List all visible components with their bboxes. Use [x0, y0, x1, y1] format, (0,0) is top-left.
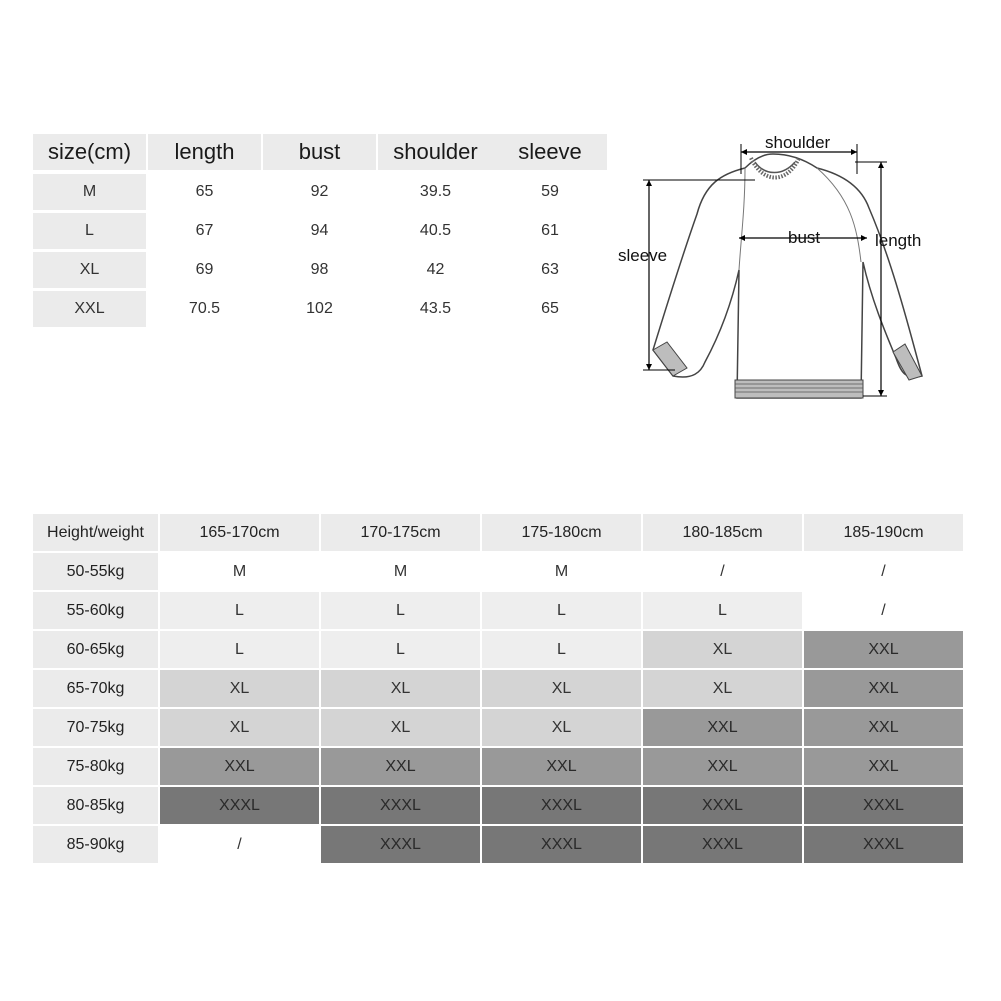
grid-size-cell: / — [804, 592, 963, 629]
grid-weight-label: 60-65kg — [33, 631, 158, 668]
size-table-header-length: length — [148, 134, 261, 170]
grid-size-cell: XXXL — [482, 826, 641, 863]
size-table-header-size: size(cm) — [33, 134, 146, 170]
sweatshirt-illustration — [605, 128, 935, 408]
grid-size-cell: XXL — [321, 748, 480, 785]
grid-height-header: 165-170cm — [160, 514, 319, 551]
size-value: 70.5 — [188, 300, 221, 317]
grid-size-cell: L — [160, 631, 319, 668]
length-label: length — [875, 231, 922, 250]
grid-size-cell: L — [160, 592, 319, 629]
size-value: 69 — [195, 261, 214, 278]
grid-size-cell: XL — [643, 670, 802, 707]
size-value: 102 — [306, 300, 333, 317]
grid-size-cell: XXL — [804, 631, 963, 668]
grid-corner-header: Height/weight — [33, 514, 158, 551]
size-value: 94 — [310, 222, 329, 239]
size-label: XXL — [33, 291, 146, 327]
grid-height-header: 180-185cm — [643, 514, 802, 551]
size-table-header-bust: bust — [263, 134, 376, 170]
grid-size-cell: XL — [160, 670, 319, 707]
size-label: M — [33, 174, 146, 210]
size-value: 98 — [310, 261, 329, 278]
grid-size-cell: XXXL — [160, 787, 319, 824]
sleeve-label: sleeve — [618, 246, 668, 265]
grid-weight-label: 80-85kg — [33, 787, 158, 824]
grid-size-cell: XXL — [804, 670, 963, 707]
grid-size-cell: L — [321, 592, 480, 629]
grid-weight-label: 75-80kg — [33, 748, 158, 785]
grid-size-cell: XL — [643, 631, 802, 668]
grid-size-cell: XL — [482, 709, 641, 746]
grid-size-cell: L — [643, 592, 802, 629]
size-value: 65 — [195, 183, 214, 200]
size-value: 59 — [541, 183, 559, 200]
size-value: 61 — [541, 222, 559, 239]
shoulder-label: shoulder — [765, 133, 831, 152]
size-label: L — [33, 213, 146, 249]
grid-size-cell: / — [160, 826, 319, 863]
size-table-header-sleeve: sleeve — [493, 134, 607, 170]
size-value: 43.5 — [419, 300, 452, 317]
grid-weight-label: 55-60kg — [33, 592, 158, 629]
bust-label: bust — [788, 228, 821, 247]
grid-size-cell: XXXL — [804, 826, 963, 863]
size-value: 67 — [195, 222, 214, 239]
grid-size-cell: XL — [321, 709, 480, 746]
grid-size-cell: / — [804, 553, 963, 590]
grid-size-cell: XXXL — [804, 787, 963, 824]
grid-size-cell: XL — [482, 670, 641, 707]
grid-size-cell: L — [482, 592, 641, 629]
grid-weight-label: 85-90kg — [33, 826, 158, 863]
grid-size-cell: / — [643, 553, 802, 590]
size-value: 42 — [426, 261, 445, 278]
grid-size-cell: XXXL — [482, 787, 641, 824]
grid-size-cell: XXXL — [321, 787, 480, 824]
grid-weight-label: 65-70kg — [33, 670, 158, 707]
size-table-header-shoulder: shoulder — [378, 134, 493, 170]
grid-size-cell: L — [321, 631, 480, 668]
size-value: 39.5 — [419, 183, 452, 200]
grid-size-cell: XXL — [804, 748, 963, 785]
grid-size-cell: L — [482, 631, 641, 668]
size-value: 92 — [310, 183, 329, 200]
grid-weight-label: 50-55kg — [33, 553, 158, 590]
grid-height-header: 170-175cm — [321, 514, 480, 551]
grid-size-cell: M — [482, 553, 641, 590]
grid-size-cell: XXL — [160, 748, 319, 785]
grid-size-cell: XXL — [643, 709, 802, 746]
grid-size-cell: XXXL — [321, 826, 480, 863]
grid-size-cell: XXL — [643, 748, 802, 785]
size-label: XL — [33, 252, 146, 288]
grid-size-cell: M — [321, 553, 480, 590]
grid-size-cell: XL — [321, 670, 480, 707]
size-value: 63 — [541, 261, 559, 278]
grid-size-cell: XXL — [804, 709, 963, 746]
grid-height-header: 185-190cm — [804, 514, 963, 551]
grid-weight-label: 70-75kg — [33, 709, 158, 746]
grid-size-cell: XXXL — [643, 826, 802, 863]
measurement-diagram — [605, 128, 935, 408]
grid-size-cell: XXXL — [643, 787, 802, 824]
size-value: 65 — [541, 300, 559, 317]
grid-size-cell: XXL — [482, 748, 641, 785]
grid-size-cell: XL — [160, 709, 319, 746]
grid-size-cell: M — [160, 553, 319, 590]
size-value: 40.5 — [419, 222, 452, 239]
grid-height-header: 175-180cm — [482, 514, 641, 551]
